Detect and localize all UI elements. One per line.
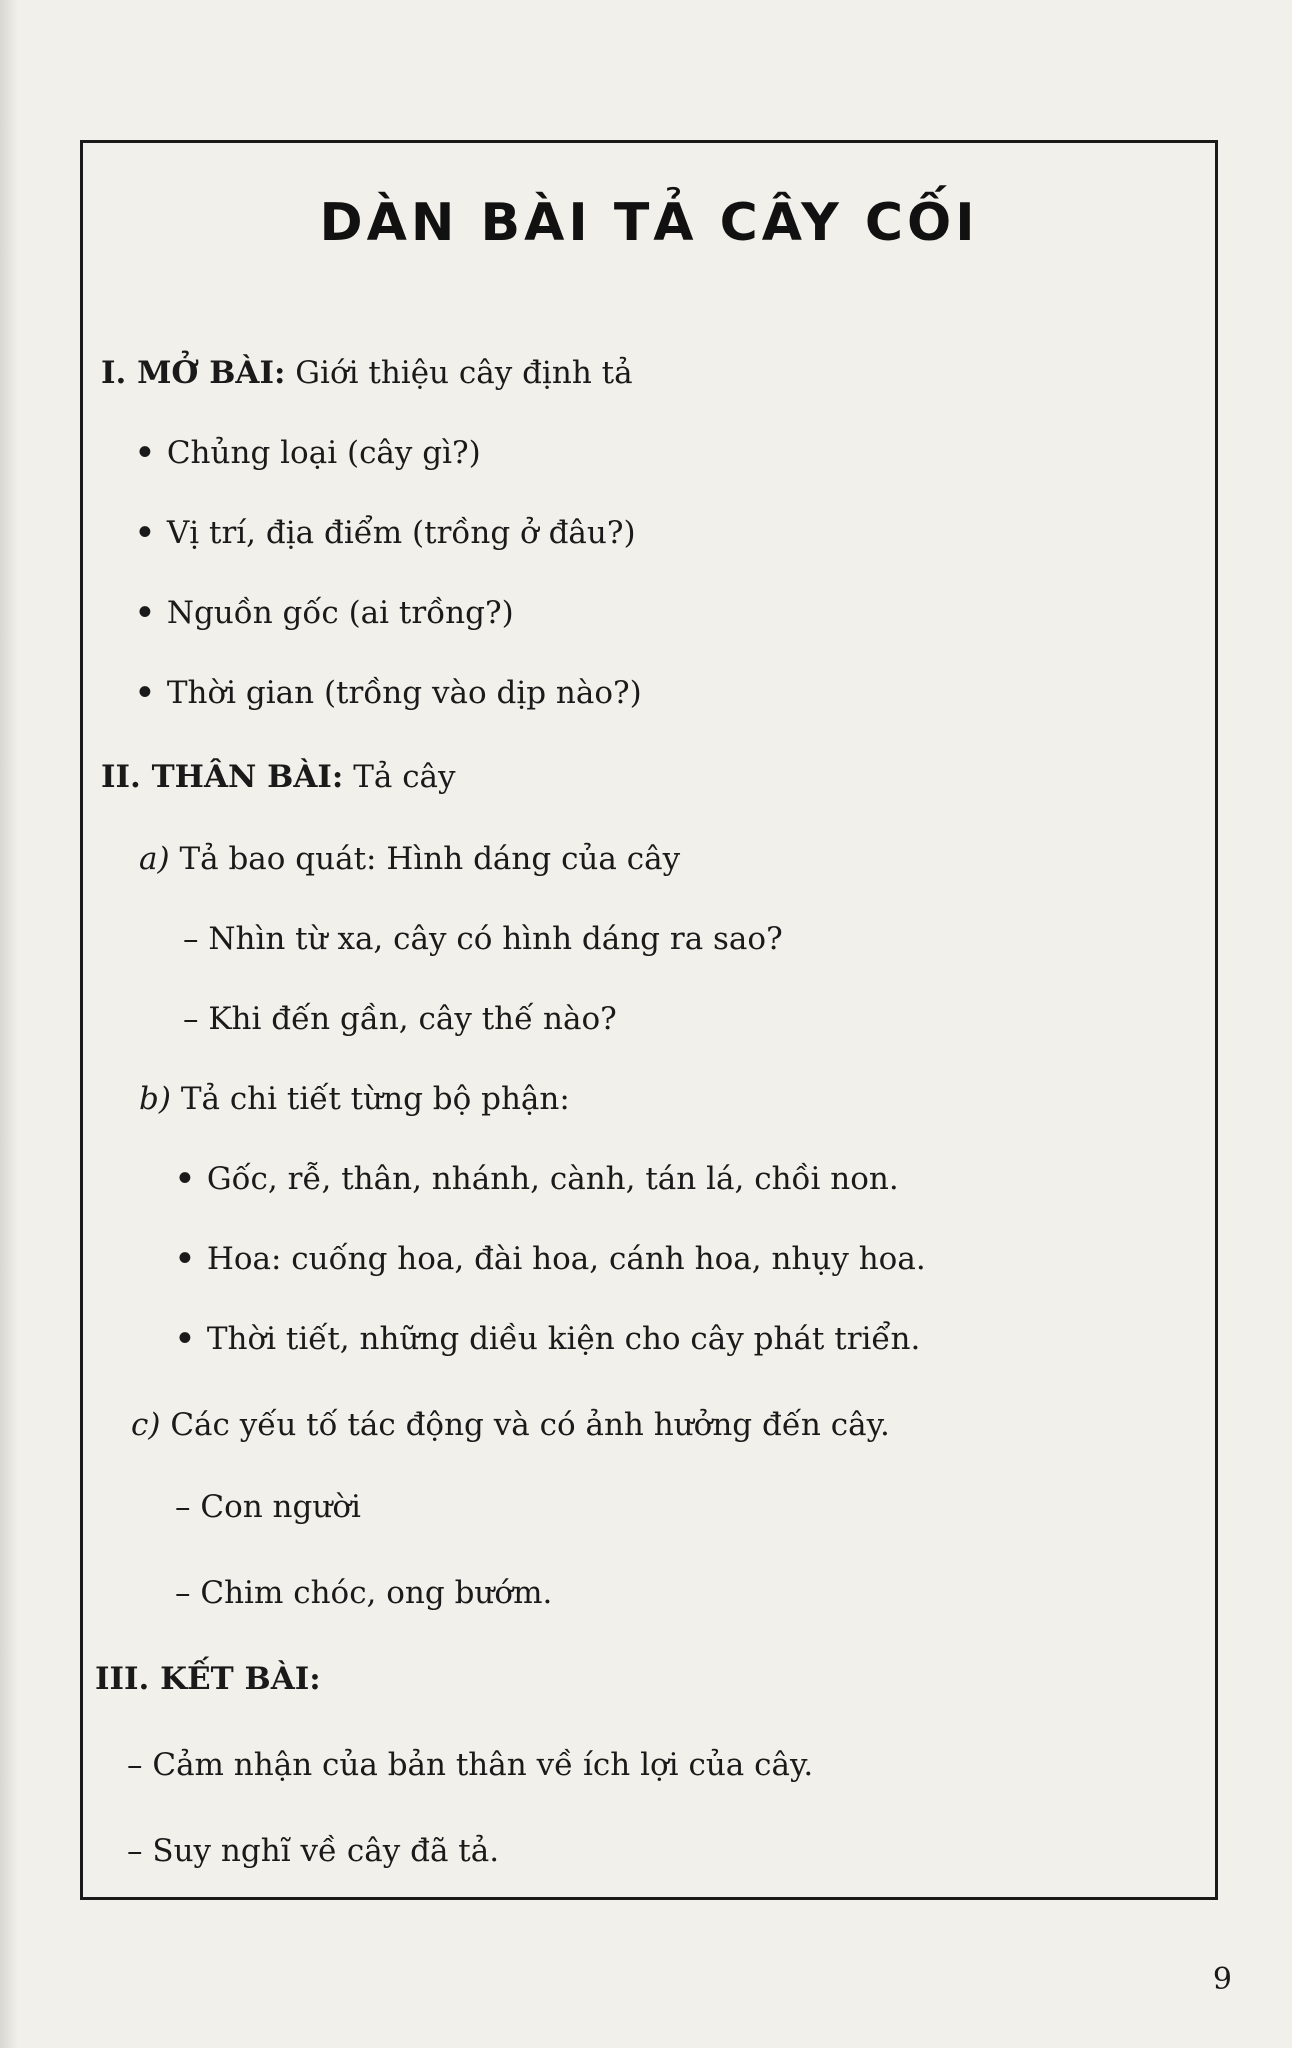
page-title: DÀN BÀI TẢ CÂY CỐI [319, 193, 979, 253]
subsection-c-text: Các yếu tố tác động và có ảnh hưởng đến cây. [170, 1407, 890, 1443]
subsection-a-item-1: – Nhìn từ xa, cây có hình dáng ra sao? [183, 921, 783, 957]
conclusion-item-2: – Suy nghĩ về cây đã tả. [127, 1833, 500, 1869]
section-intro-heading: I. MỞ BÀI: [101, 355, 286, 391]
subsection-c [131, 1405, 890, 1445]
subsection-c-item-2: – Chim chóc, ong bướm. [175, 1575, 553, 1611]
subsection-a-item-2: – Khi đến gần, cây thế nào? [183, 1001, 617, 1037]
subsection-a [139, 839, 680, 879]
section-intro [101, 353, 633, 393]
outline-frame [80, 140, 1218, 1900]
section-body-text: Tả cây [353, 759, 456, 795]
intro-bullet-3: • Nguồn gốc (ai trồng?) [135, 593, 514, 633]
intro-bullet-4: • Thời gian (trồng vào dịp nào?) [135, 673, 642, 713]
page-number: 9 [1212, 1962, 1232, 1997]
page-edge-shadow [0, 0, 18, 2048]
section-conclusion-heading: III. KẾT BÀI: [95, 1661, 321, 1697]
subsection-c-item-1: – Con người [175, 1489, 361, 1525]
subsection-b-label: b) [139, 1081, 171, 1117]
section-body [101, 757, 456, 797]
conclusion-item-1: – Cảm nhận của bản thân về ích lợi của cây. [127, 1747, 814, 1783]
section-intro-text: Giới thiệu cây định tả [295, 355, 633, 391]
section-body-heading: II. THÂN BÀI: [101, 759, 344, 795]
subsection-b-bullet-1: • Gốc, rễ, thân, nhánh, cành, tán lá, chồi non. [175, 1159, 899, 1199]
subsection-b-text: Tả chi tiết từng bộ phận: [180, 1081, 570, 1117]
subsection-a-text: Tả bao quát: Hình dáng của cây [179, 841, 681, 877]
intro-bullet-1: • Chủng loại (cây gì?) [135, 433, 481, 473]
subsection-c-label: c) [131, 1407, 161, 1443]
subsection-b-bullet-3: • Thời tiết, những diều kiện cho cây phát triển. [175, 1319, 920, 1359]
intro-bullet-2: • Vị trí, địa điểm (trồng ở đâu?) [135, 513, 636, 553]
subsection-b [139, 1079, 570, 1119]
subsection-a-label: a) [139, 841, 170, 877]
subsection-b-bullet-2: • Hoa: cuống hoa, đài hoa, cánh hoa, nhụy hoa. [175, 1239, 926, 1279]
